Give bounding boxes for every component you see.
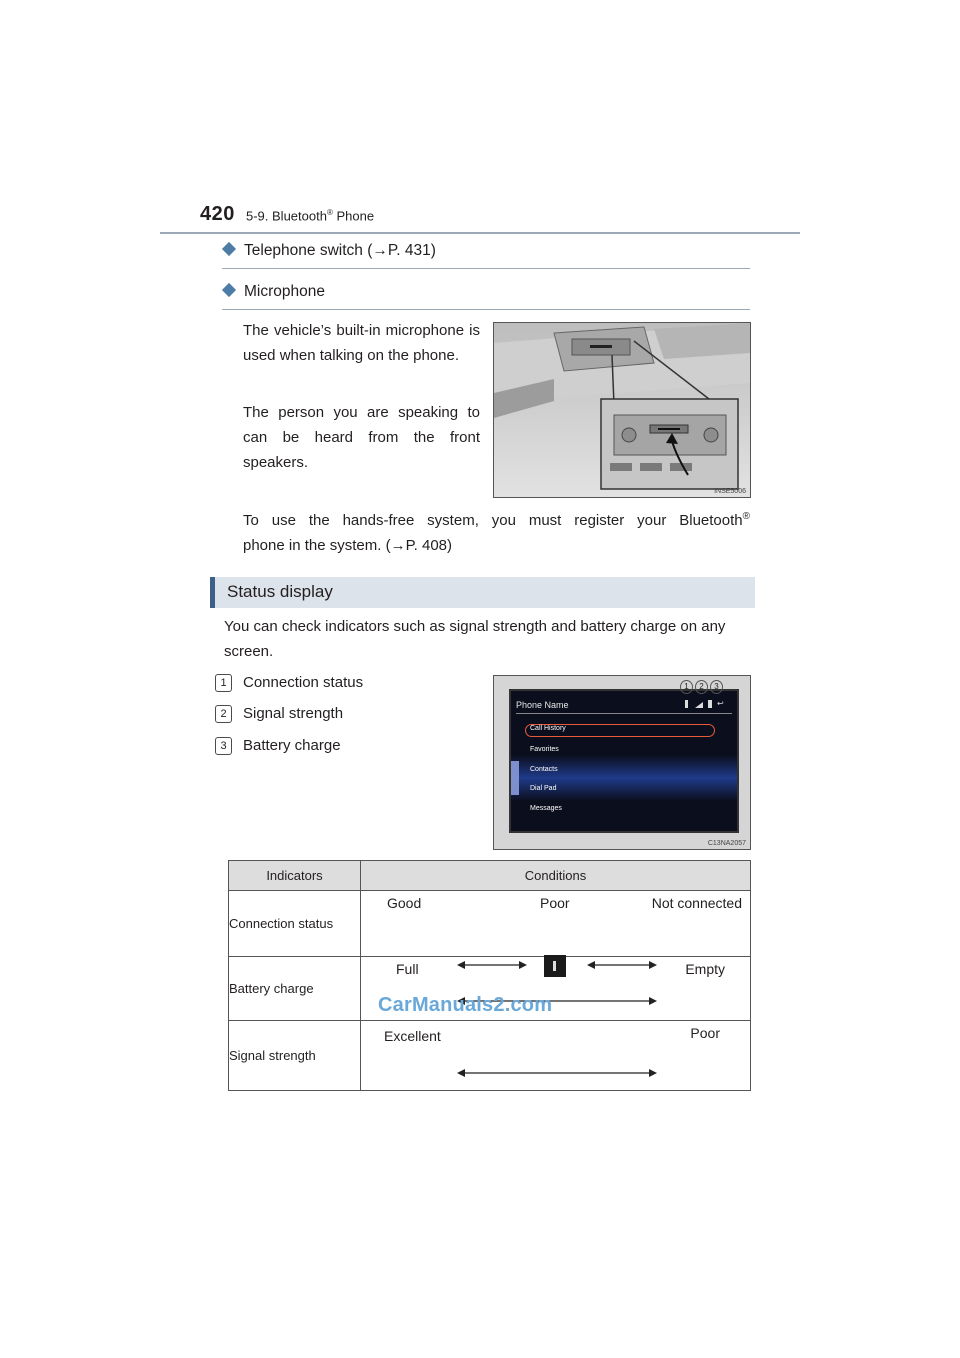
condition-good: Good (387, 895, 422, 911)
section-title: Status display (227, 582, 333, 601)
callout-2: 2 (695, 680, 708, 694)
condition-empty: Empty (685, 961, 725, 977)
condition-full: Full (396, 961, 419, 977)
item-number-badge: 3 (215, 737, 232, 755)
callout-1: 1 (680, 680, 693, 694)
battery-icon (708, 700, 712, 708)
microphone-para-1: The vehicle’s built-in microphone is used when talking on the phone. (243, 322, 480, 364)
condition-excellent: Excellent (384, 1028, 441, 1044)
item-label: Signal strength (243, 705, 344, 722)
watermark: CarManuals2.com (378, 994, 553, 1016)
phone-name-title: Phone Name (516, 700, 569, 710)
menu-item-contacts[interactable]: Contacts (530, 766, 558, 773)
status-intro: You can check indicators such as signal strength and battery charge on any screen. (224, 618, 726, 660)
microphone-figure (493, 322, 751, 498)
connection-status-conditions (361, 891, 751, 957)
diamond-bullet-icon (222, 283, 236, 297)
condition-poor: Poor (540, 895, 570, 911)
table-row-label: Connection status (229, 891, 361, 957)
condition-poor: Poor (690, 1025, 720, 1041)
condition-not-connected: Not connected (651, 895, 742, 911)
item-number-badge: 1 (215, 674, 232, 692)
table-row-label: Battery charge (229, 957, 361, 1021)
phone-screen-figure (493, 675, 751, 850)
menu-item-call-history[interactable]: Call History (530, 725, 566, 732)
header-divider (160, 232, 800, 234)
menu-item-dial-pad[interactable]: Dial Pad (530, 785, 557, 792)
phone-screen (509, 689, 739, 833)
figure-code: INSE5006 (714, 488, 746, 495)
bluetooth-icon (685, 700, 688, 708)
screen-glow (511, 755, 737, 801)
page-ref-link[interactable]: P. 408) (405, 537, 453, 554)
indicators-table (228, 860, 751, 1091)
screen-divider (516, 713, 732, 714)
back-icon: ↩ (717, 699, 724, 708)
signal-icon (695, 702, 703, 708)
chapter-title: 5-9. Bluetooth® Phone (246, 208, 375, 224)
register-para: To use the hands-free system, you must register your Bluetooth® phone in the system. (→P. 408) (243, 511, 750, 554)
table-header: Conditions (361, 861, 751, 891)
signal-strength-conditions (361, 1021, 751, 1091)
status-icons (683, 700, 725, 708)
microphone-illustration (494, 323, 750, 497)
item-label: Connection status (243, 674, 364, 691)
microphone-para-2: The person you are speaking to can be heard from the front speakers. (243, 404, 480, 471)
table-row-label: Signal strength (229, 1021, 361, 1091)
menu-item-messages[interactable]: Messages (530, 805, 562, 812)
page-ref-link[interactable]: P. 431) (387, 242, 436, 259)
item-number-badge: 2 (215, 705, 232, 723)
range-arrow-icon (457, 1067, 657, 1079)
item-label: Battery charge (243, 737, 341, 754)
scroll-tab[interactable] (511, 761, 519, 795)
diamond-bullet-icon (222, 242, 236, 256)
telephone-switch-heading: Telephone switch (→P. 431) (222, 242, 750, 269)
status-display-section-header (210, 577, 755, 608)
callout-3: 3 (710, 680, 723, 694)
menu-item-favorites[interactable]: Favorites (530, 746, 559, 753)
figure-code: C13NA2057 (707, 840, 746, 847)
page-number: 420 (200, 203, 235, 225)
table-header: Indicators (229, 861, 361, 891)
microphone-heading: Microphone (222, 283, 750, 310)
